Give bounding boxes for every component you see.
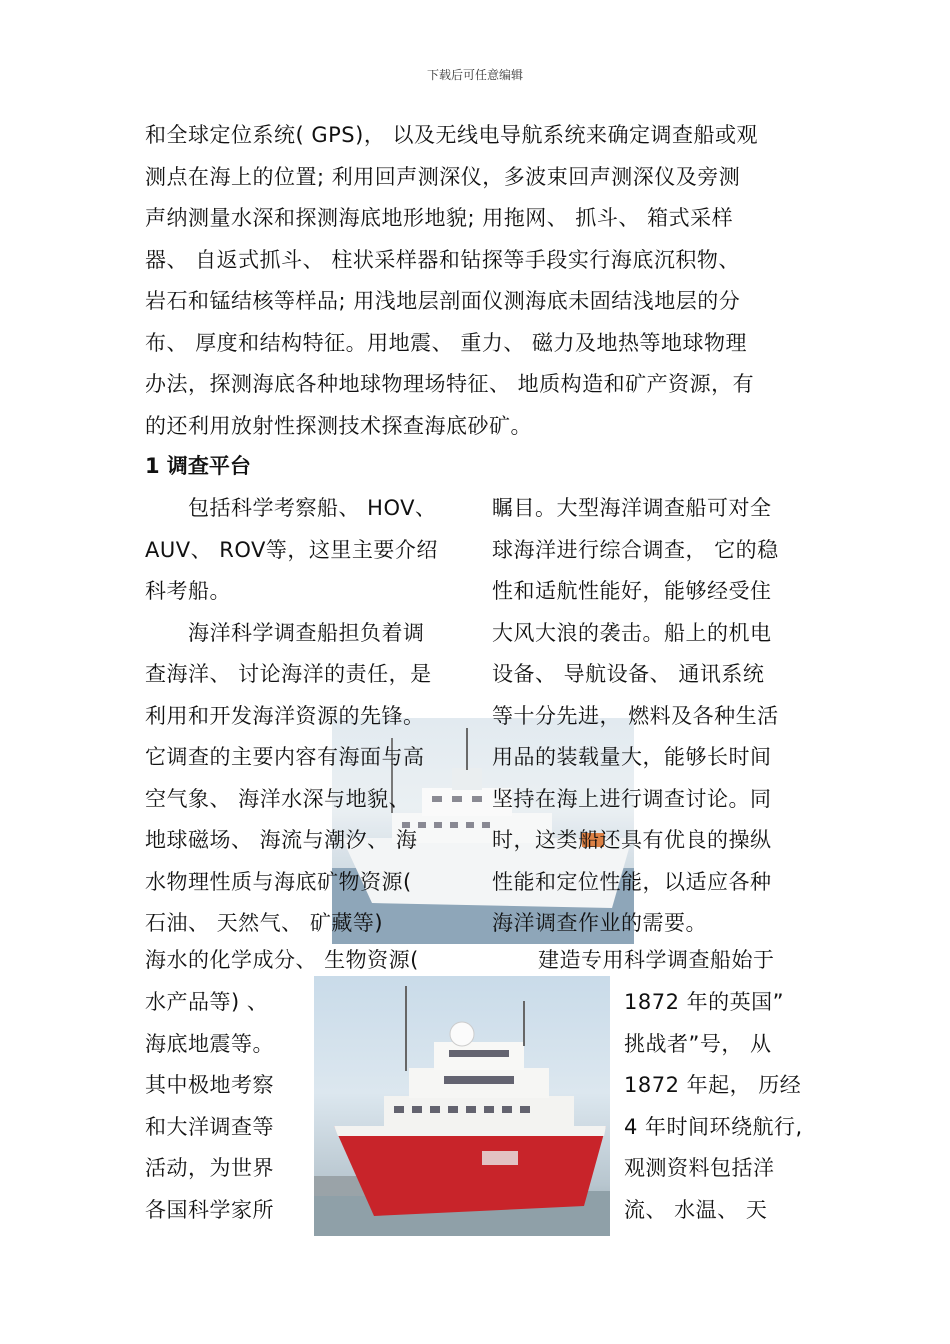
section-heading: 1 调查平台	[145, 454, 251, 478]
right-col-line: 瞩目。大型海洋调查船可对全	[492, 496, 772, 520]
bottom-right-line: 1872 年起， 历经	[624, 1073, 802, 1097]
right-column	[492, 488, 810, 945]
left-col-line: 空气象、 海洋水深与地貌、	[145, 786, 411, 811]
wide-line-left: 海水的化学成分、 生物资源(	[145, 948, 419, 972]
bottom-right-line: 4 年时间环绕航行,	[624, 1114, 803, 1139]
right-col-line: 坚持在海上进行调查讨论。同	[492, 786, 772, 811]
intro-line: 器、 自返式抓斗、 柱状采样器和钻探等手段实行海底沉积物、	[145, 247, 740, 272]
intro-line: 岩石和锰结核等样品; 用浅地层剖面仪测海底未固结浅地层的分	[145, 289, 741, 313]
right-col-line: 等十分先进， 燃料及各种生活	[492, 703, 779, 728]
intro-line: 测点在海上的位置; 利用回声测深仪，多波束回声测深仪及旁测	[145, 164, 741, 189]
bottom-left-line: 各国科学家所	[145, 1197, 274, 1222]
bottom-left-line: 和大洋调查等	[145, 1114, 274, 1139]
bottom-right-line: 观测资料包括洋	[624, 1156, 775, 1180]
right-col-line: 用品的装载量大，能够长时间	[492, 745, 772, 769]
left-col-line: 海洋科学调查船担负着调	[145, 620, 425, 645]
intro-line: 布、 厚度和结构特征。用地震、 重力、 磁力及地热等地球物理	[145, 330, 748, 355]
left-col-line: 包括科学考察船、 HOV、	[145, 496, 437, 520]
left-col-line: 水物理性质与海底矿物资源(	[145, 869, 412, 894]
intro-line: 声纳测量水深和探测海底地形地貌; 用拖网、 抓斗、 箱式采样	[145, 206, 734, 230]
intro-line: 和全球定位系统( GPS)， 以及无线电导航系统来确定调查船或观	[145, 123, 759, 147]
page-header: 下载后可任意编辑	[426, 68, 523, 82]
left-col-line: 查海洋、 讨论海洋的责任，是	[145, 662, 432, 686]
right-col-line: 海洋调查作业的需要。	[492, 911, 707, 935]
right-col-line: 大风大浪的袭击。船上的机电	[492, 620, 772, 645]
bottom-left-line: 水产品等) 、	[145, 990, 269, 1014]
bottom-right-line: 流、 水温、 天	[624, 1197, 768, 1222]
bottom-right-column	[624, 982, 814, 1231]
intro-line: 的还利用放射性探测技术探查海底砂矿。	[145, 413, 532, 438]
left-col-line: 利用和开发海洋资源的先锋。	[145, 703, 425, 728]
bottom-left-line: 活动，为世界	[145, 1156, 274, 1180]
ship-photo-red-vessel	[314, 976, 610, 1236]
right-col-line: 球海洋进行综合调查， 它的稳	[492, 537, 779, 562]
left-col-line: AUV、 ROV等，这里主要介绍	[145, 537, 438, 562]
left-col-line: 地球磁场、 海流与潮汐、 海	[145, 828, 418, 852]
left-col-line: 它调查的主要内容有海面与高	[145, 745, 425, 769]
bottom-left-column	[145, 982, 313, 1231]
intro-line: 办法，探测海底各种地球物理场特征、 地质构造和矿产资源，有	[145, 372, 755, 396]
right-col-line: 设备、 导航设备、 通讯系统	[492, 662, 765, 686]
bottom-left-line: 其中极地考察	[145, 1073, 274, 1097]
bottom-left-line: 海底地震等。	[145, 1031, 274, 1056]
intro-paragraph	[145, 115, 810, 447]
left-column	[145, 488, 475, 945]
right-col-line: 性和适航性能好，能够经受住	[492, 579, 772, 603]
left-col-line: 科考船。	[145, 579, 231, 603]
right-col-line: 时，这类船还具有优良的操纵	[492, 828, 772, 852]
bottom-right-line: 挑战者”号， 从	[624, 1031, 772, 1056]
right-col-line: 性能和定位性能，以适应各种	[492, 869, 772, 894]
wide-line-right: 建造专用科学调查船始于	[538, 948, 775, 972]
left-col-line: 石油、 天然气、 矿藏等)	[145, 911, 384, 935]
bottom-right-line: 1872 年的英国”	[624, 990, 784, 1014]
